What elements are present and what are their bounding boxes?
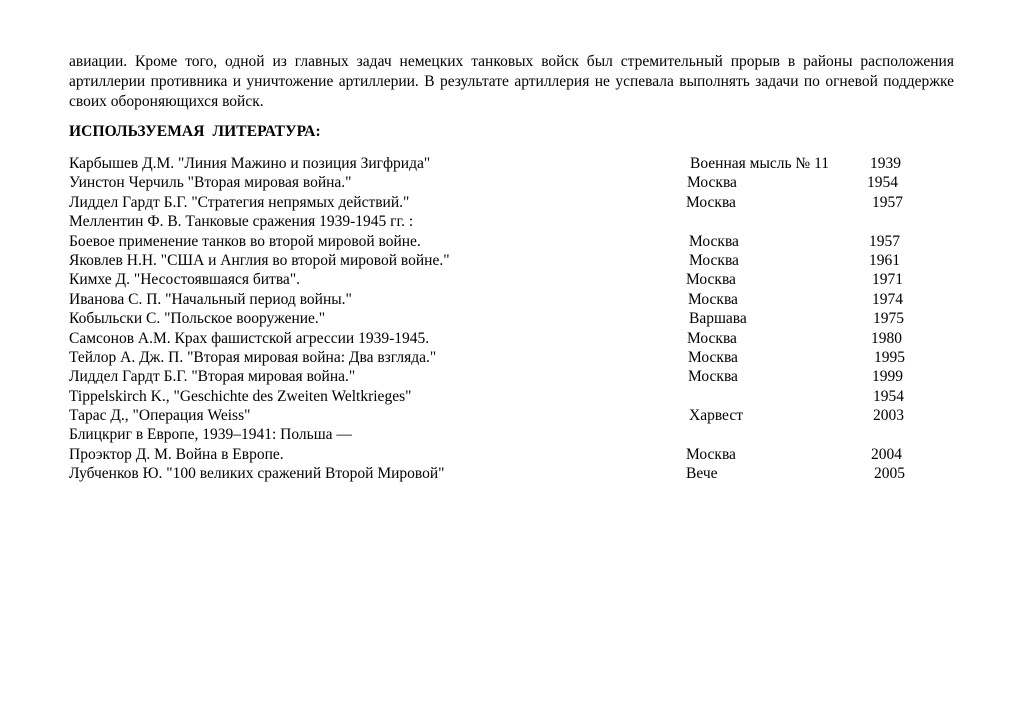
reference-year: 1975: [873, 310, 904, 328]
reference-item: [69, 367, 954, 386]
reference-year: 2005: [874, 465, 905, 483]
reference-year: 1971: [872, 271, 903, 289]
reference-item: [69, 309, 954, 328]
reference-year: 1957: [872, 193, 903, 211]
reference-publisher: Москва: [686, 271, 736, 289]
reference-item: [69, 193, 954, 212]
document-page: [69, 52, 954, 484]
reference-publisher: Москва: [687, 174, 737, 192]
reference-publisher: Варшава: [689, 310, 747, 328]
reference-year: 1980: [871, 329, 902, 347]
reference-publisher: Харвест: [689, 407, 743, 425]
reference-title: Tippelskirch K., "Geschichte des Zweiten Weltkrieges": [69, 387, 412, 405]
reference-item: [69, 154, 954, 173]
reference-publisher: Москва: [687, 329, 737, 347]
reference-publisher: Москва: [686, 445, 736, 463]
reference-publisher: Военная мысль № 11: [690, 155, 830, 172]
reference-item: [69, 406, 954, 425]
reference-year: 1995: [874, 348, 905, 366]
reference-publisher: Москва: [689, 232, 739, 250]
reference-item: [69, 464, 954, 483]
reference-year: 1954: [873, 387, 904, 405]
reference-year: 1957: [869, 232, 900, 250]
reference-title: Кобыльски С. "Польское вооружение.": [69, 310, 326, 328]
reference-title: Самсонов А.М. Крах фашистской агрессии 1939-1945.: [69, 329, 430, 347]
reference-publisher: Москва: [688, 368, 738, 386]
reference-item: [69, 173, 954, 192]
reference-item: [69, 387, 954, 406]
reference-title: Кимхе Д. "Несостоявшаяся битва".: [69, 271, 301, 289]
reference-list: [69, 154, 954, 484]
reference-year: 1961: [869, 251, 900, 269]
reference-publisher: Москва: [686, 193, 736, 211]
reference-item: [69, 290, 954, 309]
reference-title: Лиддел Гардт Б.Г. "Стратегия непрямых действий.": [69, 193, 410, 211]
reference-year: 1954: [867, 174, 898, 192]
reference-title: Лубченков Ю. "100 великих сражений Второй Мировой": [69, 465, 445, 483]
reference-title: Тарас Д., "Операция Weiss": [69, 407, 251, 425]
reference-year: 2003: [873, 407, 904, 425]
reference-title: Боевое применение танков во второй мировой войне.: [69, 232, 421, 250]
reference-year: 1999: [872, 368, 903, 386]
reference-title: Меллентин Ф. В. Танковые сражения 1939-1945 гг. :: [69, 213, 414, 231]
reference-item: [69, 348, 954, 367]
reference-item: [69, 212, 954, 231]
reference-title: Блицкриг в Европе, 1939–1941: Польша —: [69, 426, 352, 444]
reference-publisher: Вече: [686, 465, 718, 483]
reference-item: [69, 329, 954, 348]
bibliography-heading: ИСПОЛЬЗУЕМАЯ ЛИТЕРАТУРА:: [69, 123, 321, 140]
reference-title: Иванова С. П. "Начальный период войны.": [69, 290, 352, 308]
reference-title: Карбышев Д.М. "Линия Мажино и позиция Зигфрида": [69, 155, 431, 172]
intro-paragraph: авиации. Кроме того, одной из главных задач немецких танковых войск был стремительный прорыв в районы расположения артиллерии противника и уничтожение артиллерии. В результате артиллерия не успевала выполнять задачи по огневой поддержке своих обороняющихся войск.: [69, 53, 954, 110]
reference-title: Лиддел Гардт Б.Г. "Вторая мировая война.": [69, 368, 356, 386]
reference-item: [69, 232, 954, 251]
reference-year: 1939: [870, 155, 901, 172]
reference-item: [69, 445, 954, 464]
reference-title: Тейлор А. Дж. П. "Вторая мировая война: Два взгляда.": [69, 348, 437, 366]
reference-title: Уинстон Черчиль "Вторая мировая война.": [69, 174, 352, 192]
reference-item: [69, 270, 954, 289]
reference-publisher: Москва: [688, 348, 738, 366]
reference-item: [69, 425, 954, 444]
reference-title: Яковлев Н.Н. "США и Англия во второй мировой войне.": [69, 251, 450, 269]
reference-publisher: Москва: [688, 290, 738, 308]
reference-title: Проэктор Д. М. Война в Европе.: [69, 445, 284, 463]
reference-publisher: Москва: [689, 251, 739, 269]
reference-year: 2004: [871, 445, 902, 463]
reference-item: [69, 251, 954, 270]
reference-year: 1974: [872, 290, 903, 308]
